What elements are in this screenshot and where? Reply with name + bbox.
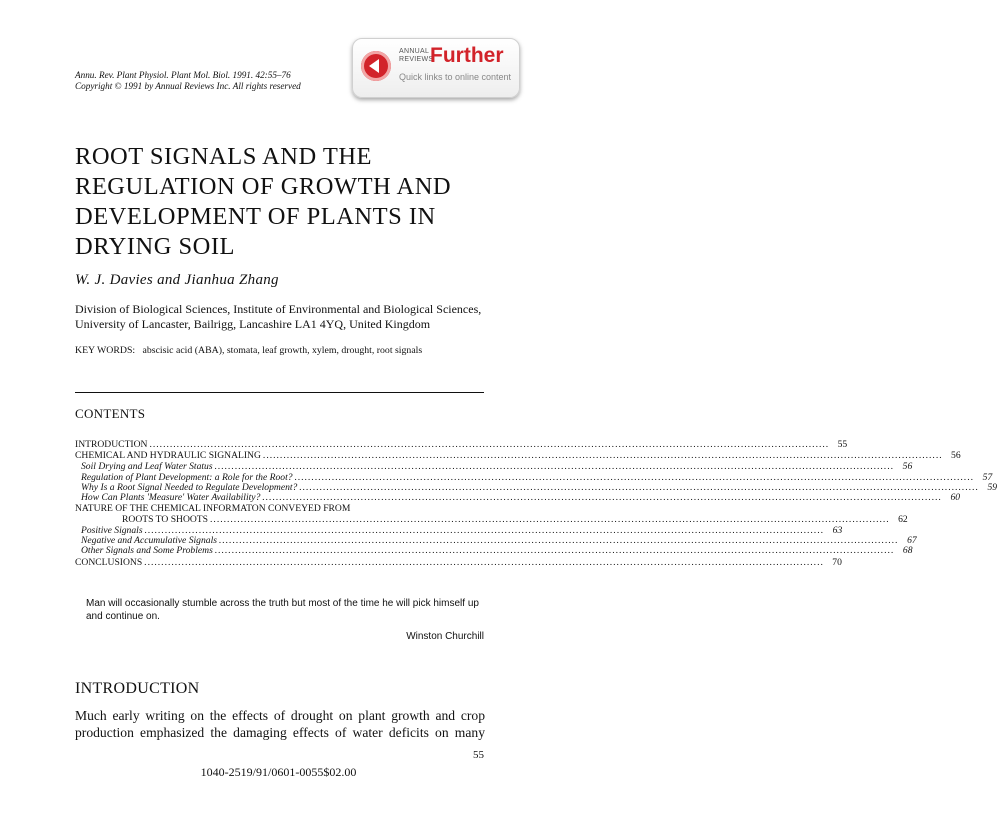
toc-entry-label: ROOTS TO SHOOTS [122, 514, 209, 526]
toc-leader-dots: ........................................................................................................................................................................................................ [262, 450, 943, 462]
toc-leader-dots: ........................................................................................................................................................................................................ [144, 556, 824, 568]
affiliation-line: Division of Biological Sciences, Institute of Environmental and Biological Sciences, [75, 302, 482, 316]
toc-entry-page: 68 [902, 545, 913, 557]
toc-entry-label: Other Signals and Some Problems [81, 545, 213, 557]
toc-entry-label: CONCLUSIONS [75, 556, 143, 568]
toc-entry[interactable] [75, 545, 913, 557]
toc-entry-label: How Can Plants 'Measure' Water Availability? [81, 492, 261, 504]
keywords [75, 345, 515, 356]
toc-entry-label: CHEMICAL AND HYDRAULIC SIGNALING [75, 450, 261, 462]
journal-header [75, 70, 301, 92]
toc-entry-page: 67 [907, 535, 917, 547]
toc-leader-dots: ........................................................................................................................................................................................................ [144, 524, 825, 536]
toc-entry-page: 70 [832, 556, 842, 568]
table-of-contents [75, 439, 997, 569]
toc-leader-dots: ........................................................................................................................................................................................................ [218, 535, 899, 547]
authors: W. J. Davies and Jianhua Zhang [75, 272, 279, 288]
article-code: 1040-2519/91/0601-0055$02.00 [200, 765, 357, 779]
toc-entry-label: Regulation of Plant Development: a Role for the Root? [81, 471, 293, 483]
toc-leader-dots: ........................................................................................................................................................................................................ [214, 461, 895, 473]
toc-entry-page: 56 [902, 461, 913, 473]
toc-entry-page: 57 [982, 471, 993, 483]
toc-entry-page: 56 [951, 450, 961, 462]
toc-entry-label: INTRODUCTION [75, 439, 148, 450]
title-line: DEVELOPMENT OF PLANTS IN [75, 203, 436, 230]
toc-entry-label: Why Is a Root Signal Needed to Regulate Development? [81, 481, 298, 493]
introduction-body [75, 707, 485, 741]
toc-entry-page: 62 [898, 514, 908, 526]
body-line: Much early writing on the effects of drought on plant growth and crop [75, 708, 485, 723]
toc-leader-dots: ........................................................................................................................................................................................................ [210, 514, 890, 526]
annual-reviews-further-badge[interactable] [352, 38, 520, 98]
badge-further-label: Further [430, 44, 504, 67]
toc-entry-label: Soil Drying and Leaf Water Status [81, 461, 213, 473]
toc-entry-label: NATURE OF THE CHEMICAL INFORMATON CONVEYED FROM [75, 503, 351, 515]
page-number: 55 [473, 749, 484, 761]
badge-annual-reviews-logo: ANNUAL REVIEWS [399, 48, 434, 63]
left-arrow-circle-icon [361, 51, 391, 81]
badge-tagline: Quick links to online content [399, 72, 512, 82]
title-line: DRYING SOIL [75, 233, 235, 260]
epigraph-author: Winston Churchill [406, 631, 484, 642]
journal-citation: Annu. Rev. Plant Physiol. Plant Mol. Biol. 1991. 42:55–76 [75, 70, 291, 80]
article-title [75, 142, 515, 262]
toc-entry-label: Negative and Accumulative Signals [81, 535, 217, 547]
keywords-label: KEY WORDS: [75, 345, 136, 356]
affiliation-line: University of Lancaster, Bailrigg, Lancashire LA1 4YQ, United Kingdom [75, 317, 431, 331]
toc-entry-label: Positive Signals [81, 524, 143, 536]
toc-leader-dots: ........................................................................................................................................................................................................ [299, 481, 980, 493]
body-line: production emphasized the damaging effects of water deficits on many [75, 725, 485, 740]
toc-entry[interactable] [75, 492, 961, 504]
title-line: REGULATION OF GROWTH AND [75, 173, 452, 200]
toc-entry-page: 63 [832, 524, 843, 536]
toc-leader-dots: ........................................................................................................................................................................................................ [262, 492, 943, 504]
toc-leader-dots: ........................................................................................................................................................................................................ [214, 545, 895, 557]
introduction-heading: INTRODUCTION [75, 680, 200, 697]
toc-entry-page: 55 [837, 439, 848, 450]
toc-entry-page: 60 [950, 492, 961, 504]
toc-leader-dots: ........................................................................................................................................................................................................ [149, 439, 830, 450]
title-line: ROOT SIGNALS AND THE [75, 143, 372, 170]
affiliation [75, 302, 515, 332]
journal-copyright: Copyright © 1991 by Annual Reviews Inc. All rights reserved [75, 81, 301, 91]
toc-entry-page: 59 [987, 481, 997, 493]
toc-entry[interactable] [75, 556, 842, 569]
contents-heading: CONTENTS [75, 406, 146, 421]
epigraph-quote: Man will occasionally stumble across the truth but most of the time he will pick himself up and continue on. [86, 598, 479, 622]
toc-leader-dots: ........................................................................................................................................................................................................ [294, 471, 975, 483]
section-divider [75, 392, 484, 393]
toc-entry[interactable] [75, 439, 848, 450]
keywords-list: abscisic acid (ABA), stomata, leaf growth, xylem, drought, root signals [142, 345, 423, 356]
